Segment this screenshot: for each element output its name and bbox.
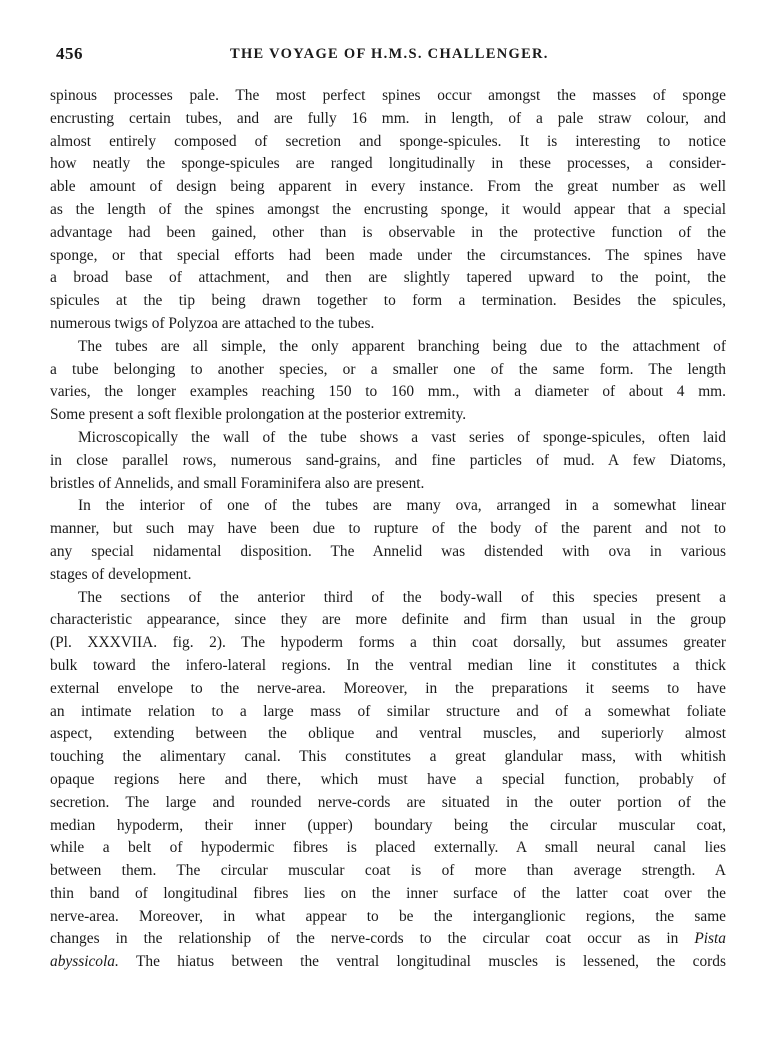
text-line: able amount of design being apparent in every instance. From the great number as well	[50, 178, 726, 196]
text-line: between them. The circular muscular coat is of more than average strength. A	[50, 862, 726, 880]
text-line: any special nidamental disposition. The Annelid was distended with ova in various	[50, 542, 726, 560]
text-line: a tube belonging to another species, or a smaller one of the same form. The length	[50, 360, 726, 378]
text-line: characteristic appearance, since they are more definite and firm than usual in the group	[50, 611, 726, 629]
text-line	[50, 928, 726, 951]
text-line: median hypoderm, their inner (upper) boundary being the circular muscular coat,	[50, 816, 726, 834]
text-line: secretion. The large and rounded nerve-cords are situated in the outer portion of the	[50, 793, 726, 811]
text-line: bulk toward the infero-lateral regions. In the ventral median line it constitutes a thick	[50, 656, 726, 674]
text-line: (Pl. XXXVIIA. fig. 2). The hypoderm forms a thin coat dorsally, but assumes greater	[50, 634, 726, 652]
text-line: touching the alimentary canal. This constitutes a great glandular mass, with whitish	[50, 748, 726, 766]
text-line: a broad base of attachment, and then are slightly tapered upward to the point, the	[50, 269, 726, 287]
running-title: THE VOYAGE OF H.M.S. CHALLENGER.	[230, 46, 549, 62]
text-line: encrusting certain tubes, and are fully 16 mm. in length, of a pale straw colour, and	[50, 109, 726, 127]
text-line: an intimate relation to a large mass of similar structure and of a somewhat foliate	[50, 702, 726, 720]
text-line: In the interior of one of the tubes are many ova, arranged in a somewhat linear	[78, 497, 726, 515]
text-line: Some present a soft flexible prolongation at the posterior extremity.	[50, 406, 467, 424]
text-line: thin band of longitudinal fibres lies on the inner surface of the latter coat over the	[50, 884, 726, 902]
text-line: numerous twigs of Polyzoa are attached to the tubes.	[50, 314, 375, 332]
italic-species-name: Pista	[694, 930, 726, 948]
text-line: manner, but such may have been due to rupture of the body of the parent and not to	[50, 520, 726, 538]
text-line	[50, 951, 726, 974]
text-segment: changes in the relationship of the nerve-cords to the circular coat occur as in	[50, 930, 679, 948]
text-line: stages of development.	[50, 565, 192, 583]
body-text	[50, 85, 726, 974]
text-line: almost entirely composed of secretion and sponge-spicules. It is interesting to notice	[50, 132, 726, 150]
text-line: as the length of the spines amongst the encrusting sponge, it would appear that a special	[50, 200, 726, 218]
text-line: The sections of the anterior third of the body-wall of this species present a	[78, 588, 726, 606]
text-line: while a belt of hypodermic fibres is placed externally. A small neural canal lies	[50, 839, 726, 857]
text-line: spinous processes pale. The most perfect spines occur amongst the masses of sponge	[50, 87, 726, 104]
text-line: The tubes are all simple, the only apparent branching being due to the attachment of	[78, 337, 726, 355]
page-header	[50, 44, 726, 70]
text-line: sponge, or that special efforts had been made under the circumstances. The spines have	[50, 246, 726, 264]
text-line: external envelope to the nerve-area. Moreover, in the preparations it seems to have	[50, 679, 726, 697]
text-line: Microscopically the wall of the tube shows a vast series of sponge-spicules, often laid	[78, 428, 726, 446]
italic-species-name: abyssicola.	[50, 953, 119, 971]
text-line: nerve-area. Moreover, in what appear to be the interganglionic regions, the same	[50, 907, 726, 925]
text-segment: The hiatus between the ventral longitudinal muscles is lessened, the cords	[118, 953, 726, 971]
text-line: bristles of Annelids, and small Foraminifera also are present.	[50, 474, 425, 492]
page-number: 456	[56, 44, 83, 63]
text-line: in close parallel rows, numerous sand-grains, and fine particles of mud. A few Diatoms,	[50, 451, 726, 469]
text-line: how neatly the sponge-spicules are ranged longitudinally in these processes, a consider-	[50, 155, 726, 173]
text-line: advantage had been gained, other than is observable in the protective function of the	[50, 223, 726, 241]
text-line: spicules at the tip being drawn together to form a termination. Besides the spicules,	[50, 292, 726, 310]
text-line: opaque regions here and there, which must have a special function, probably of	[50, 770, 726, 788]
text-line: aspect, extending between the oblique and ventral muscles, and superiorly almost	[50, 725, 726, 743]
text-line: varies, the longer examples reaching 150 to 160 mm., with a diameter of about 4 mm.	[50, 383, 726, 401]
